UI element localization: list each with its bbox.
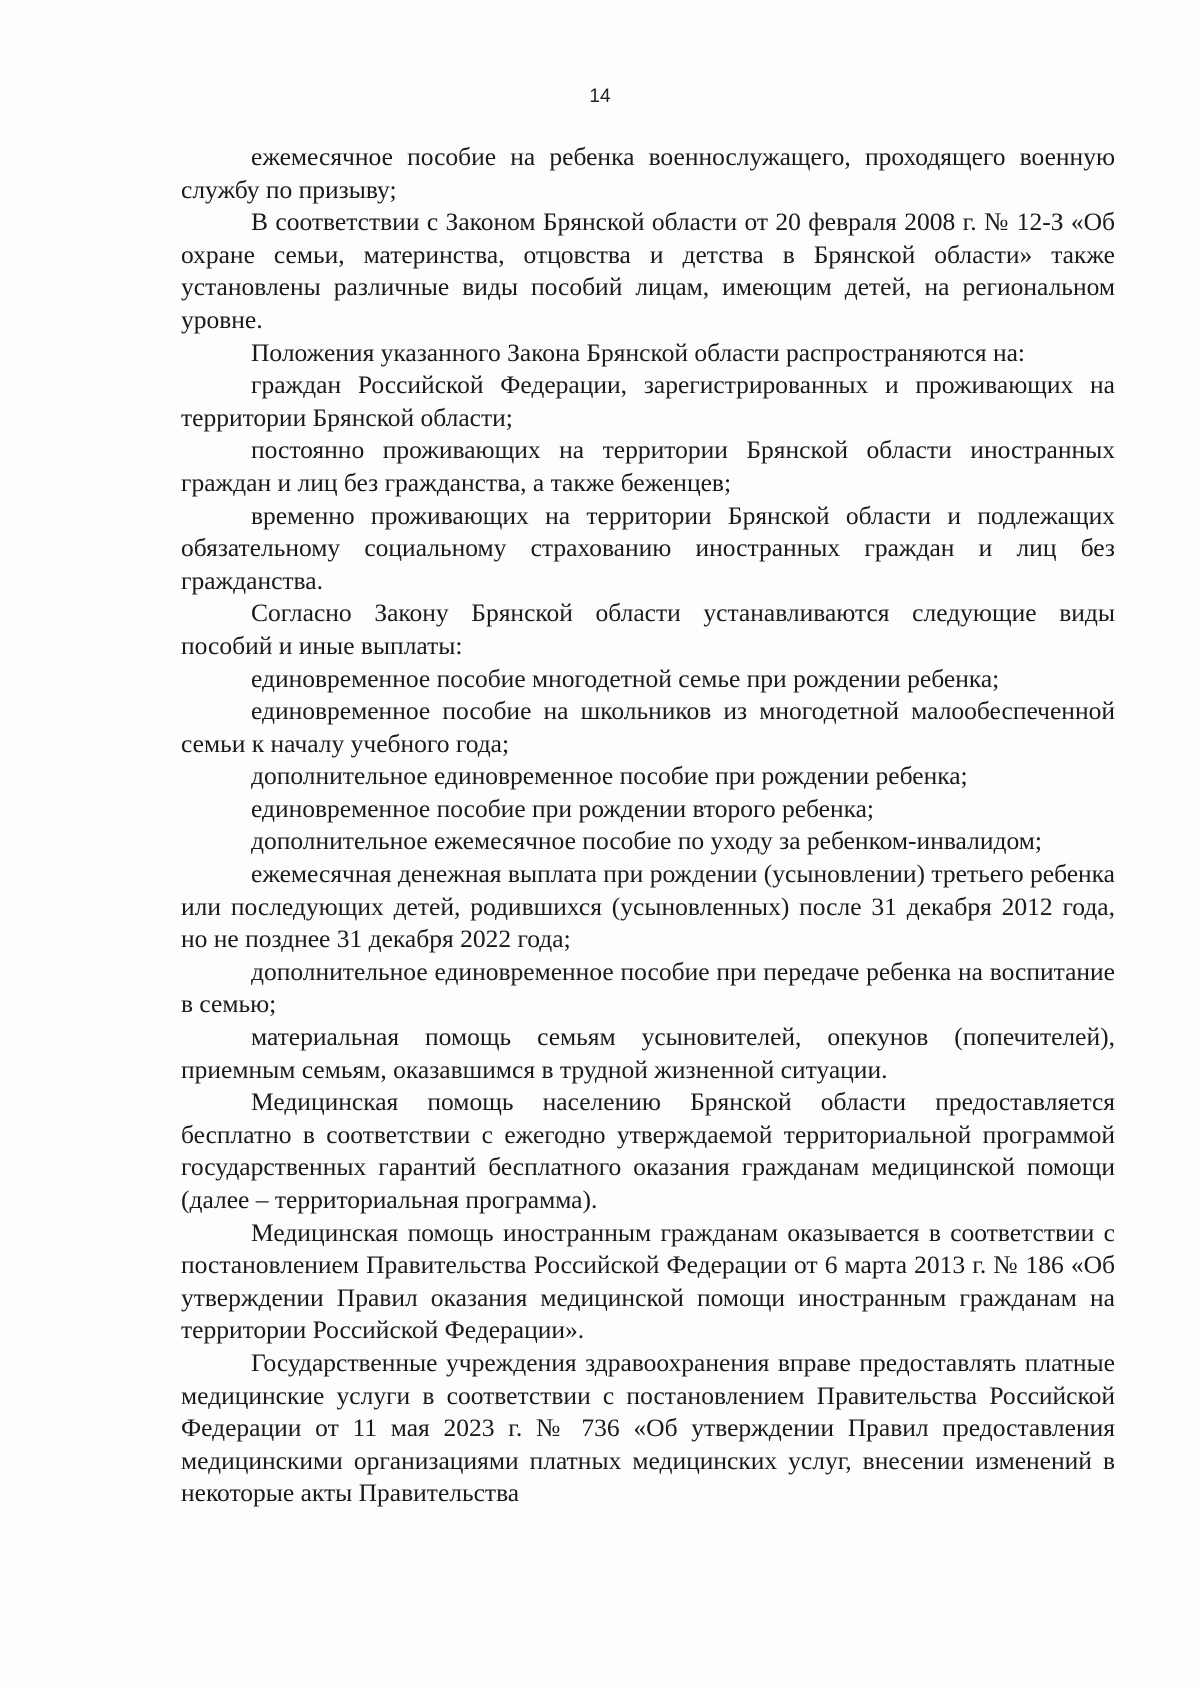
paragraph: Медицинская помощь населению Брянской области предоставляется бесплатно в соответствии с ежегодно утверждаемой территориальной программой государственных гарантий бесплатного оказания гражданам медицинской помощи (далее – территориальная программа). [181, 1087, 1115, 1214]
list-item: дополнительное единовременное пособие при передаче ребенка на воспитание в семью; [181, 956, 1115, 1019]
list-item: ежемесячная денежная выплата при рождении (усыновлении) третьего ребенка или последующих детей, родившихся (усыновленных) после 31 декабря 2012 года, но не позднее 31 декабря 2022 года; [181, 859, 1115, 954]
paragraph-continued: ежемесячное пособие на ребенка военнослужащего, проходящего военную службу по призыву; [181, 142, 1115, 204]
paragraph: Согласно Закону Брянской области устанавливаются следующие виды пособий и иные выплаты: [181, 598, 1115, 660]
list-item: дополнительное единовременное пособие при рождении ребенка; [251, 761, 968, 791]
list-item: граждан Российской Федерации, зарегистрированных и проживающих на территории Брянской области; [181, 370, 1115, 432]
paragraph: Положения указанного Закона Брянской области распространяются на: [251, 337, 1025, 367]
page-number: 14 [589, 86, 611, 107]
list-item: дополнительное ежемесячное пособие по уходу за ребенком-инвалидом; [251, 826, 1042, 856]
document-body [181, 141, 1115, 1510]
list-item: единовременное пособие при рождении второго ребенка; [251, 793, 875, 823]
list-item: временно проживающих на территории Брянской области и подлежащих обязательному социальному страхованию иностранных граждан и лиц без гражданства. [181, 500, 1115, 595]
list-item: единовременное пособие на школьников из многодетной малообеспеченной семьи к началу учебного года; [181, 696, 1115, 758]
list-item: материальная помощь семьям усыновителей, опекунов (попечителей), приемным семьям, оказавшимся в трудной жизненной ситуации. [181, 1022, 1115, 1084]
paragraph: В соответствии с Законом Брянской области от 20 февраля 2008 г. № 12-З «Об охране семьи, материнства, отцовства и детства в Брянской области» также установлены различные виды пособий лицам, имеющим детей, на региональном уровне. [181, 207, 1115, 334]
list-item: единовременное пособие многодетной семье при рождении ребенка; [251, 663, 1000, 693]
paragraph: Государственные учреждения здравоохранения вправе предоставлять платные медицинские услуги в соответствии с постановлением Правительства Российской Федерации от 11 мая 2023 г. № 736 «Об утверждении Правил предоставления медицинскими организациями платных медицинских услуг, внесении изменений в некоторые акты Правительства [181, 1347, 1115, 1508]
list-item: постоянно проживающих на территории Брянской области иностранных граждан и лиц без гражданства, а также беженцев; [181, 435, 1115, 497]
paragraph: Медицинская помощь иностранным гражданам оказывается в соответствии с постановлением Правительства Российской Федерации от 6 марта 2013 г. № 186 «Об утверждении Правил оказания медицинской помощи иностранным гражданам на территории Российской Федерации». [181, 1217, 1115, 1345]
